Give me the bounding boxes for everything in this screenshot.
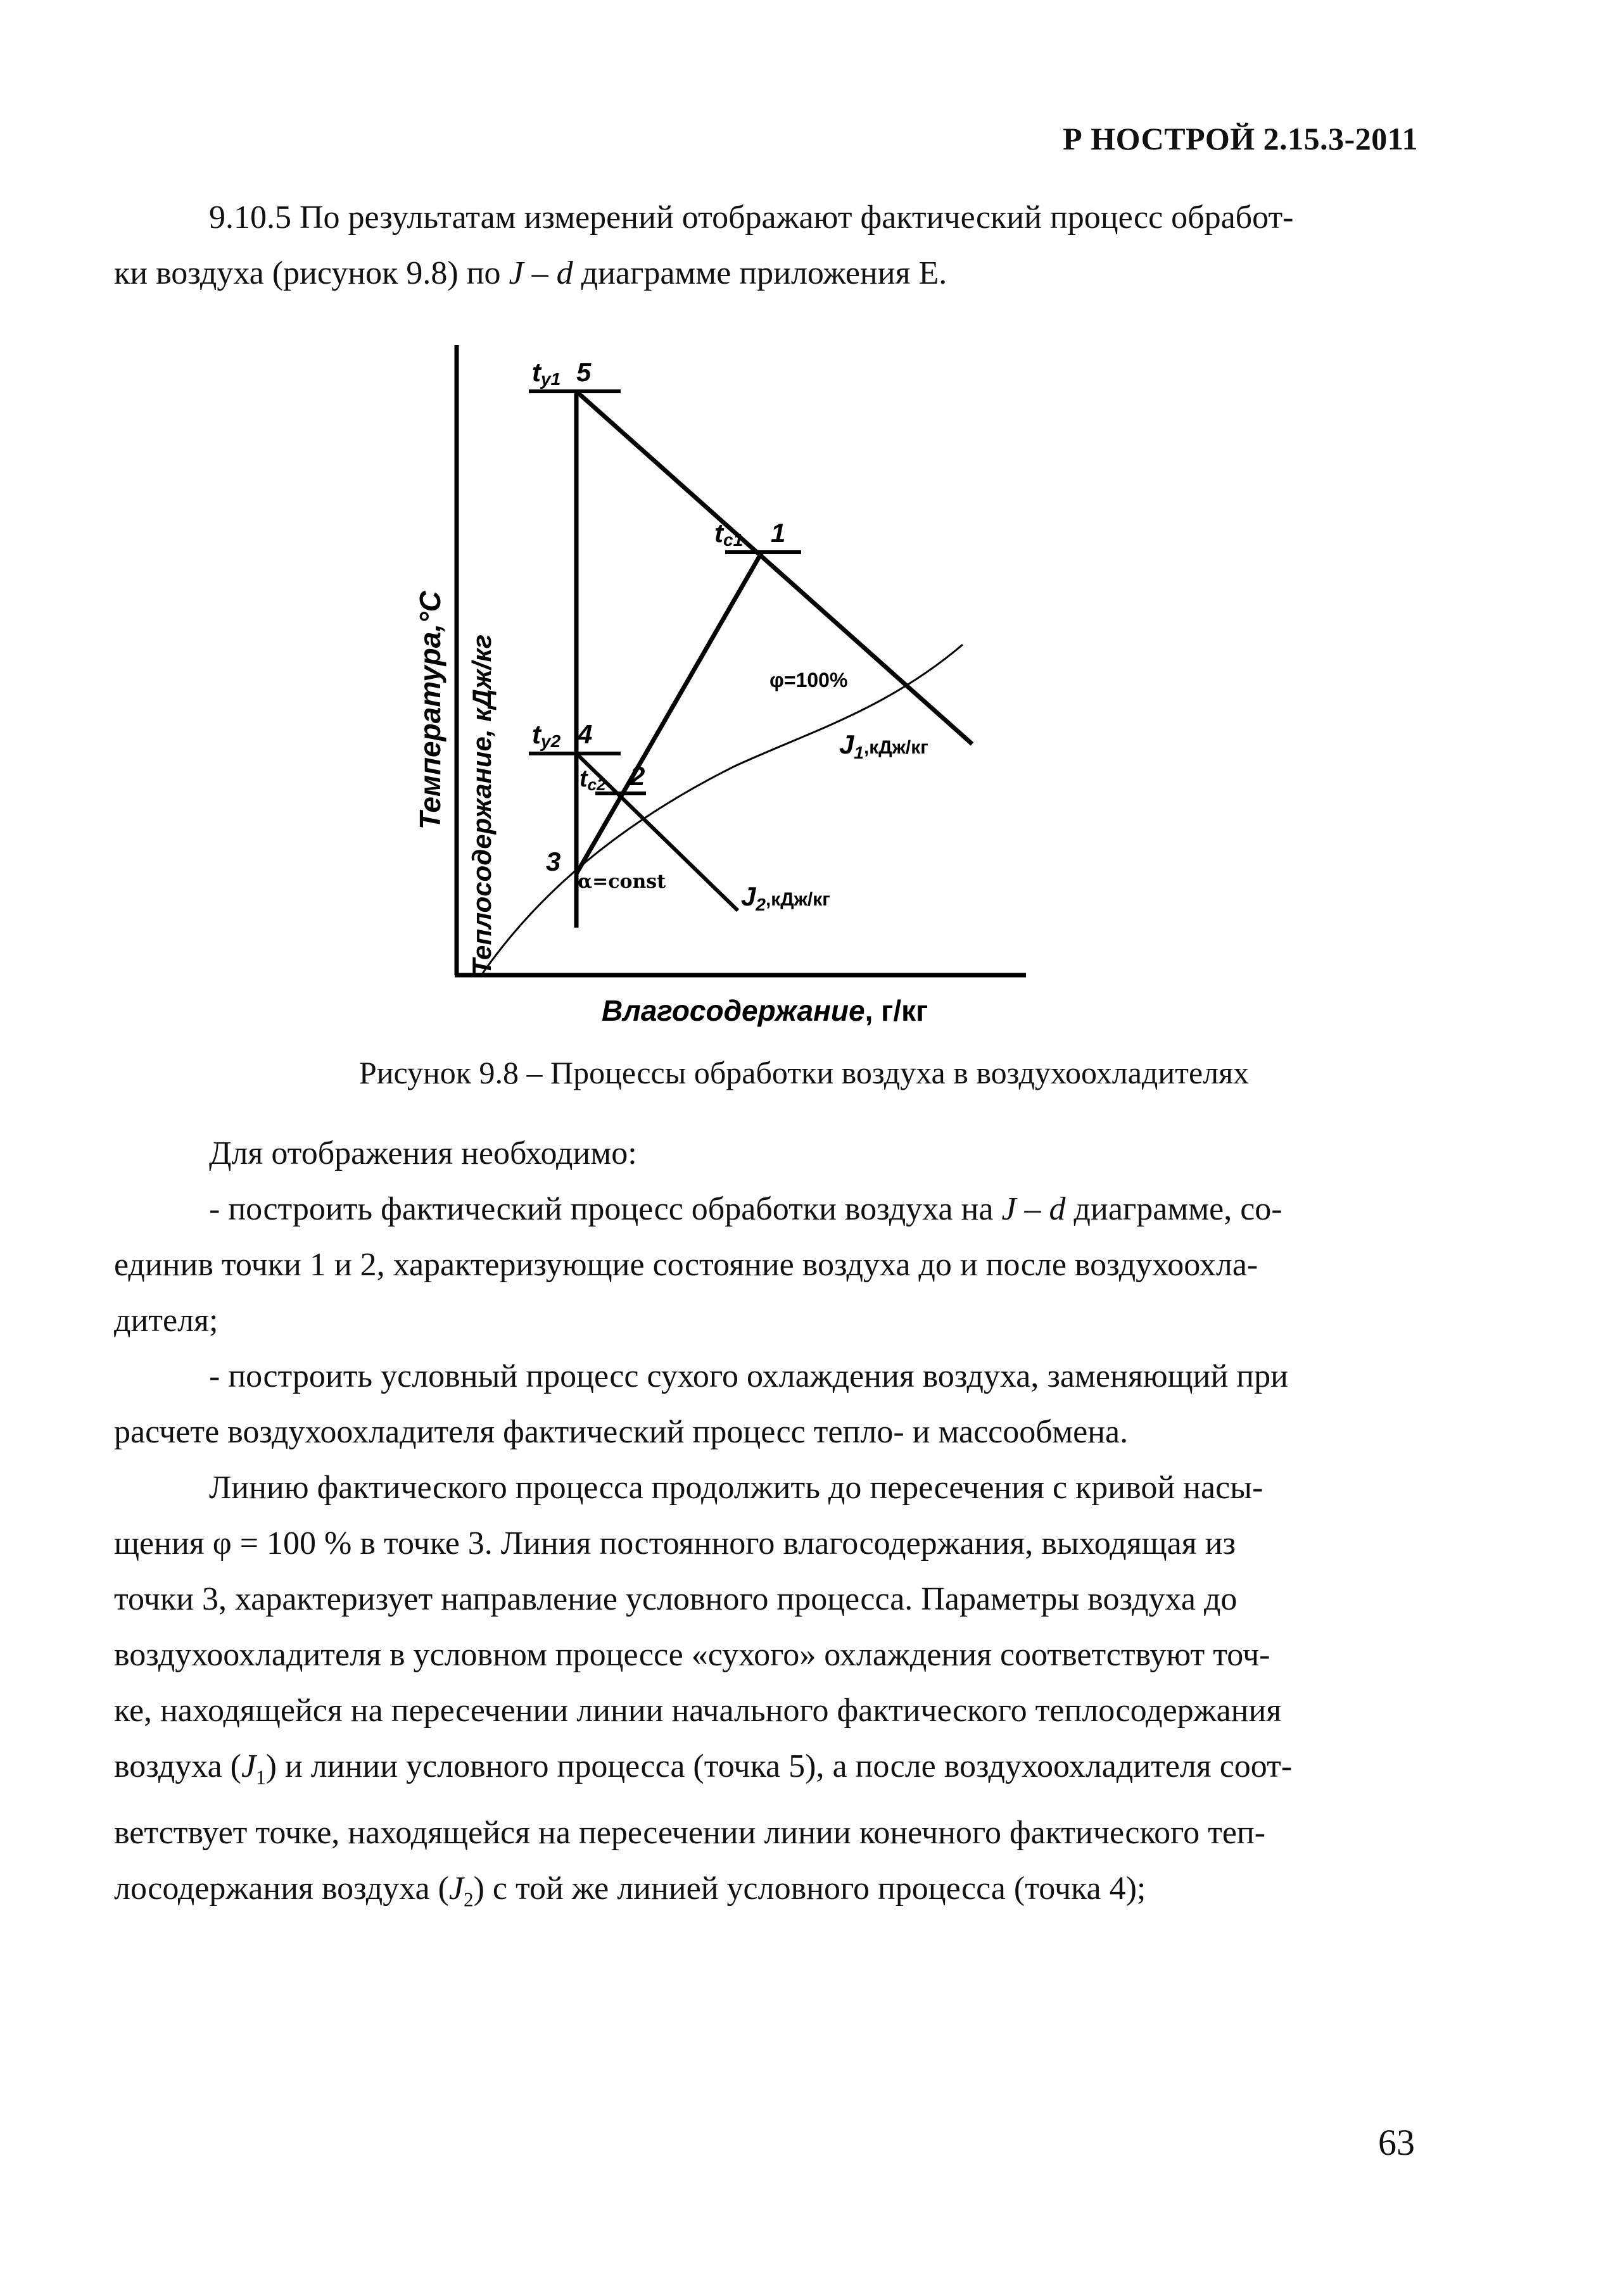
para-line: ки воздуха (рисунок 9.8) по (114, 255, 509, 291)
para-line: точки 3, характеризует направление условного процесса. Параметры воздуха до (114, 1581, 1238, 1617)
x-axis-label (602, 994, 928, 1027)
document-code: Р НОСТРОЙ 2.15.3-2011 (1063, 121, 1418, 156)
label-phi-100: φ=100% (769, 669, 848, 691)
jd-notation: J – d (1001, 1191, 1066, 1227)
label-d-const: α=const (578, 871, 666, 893)
item1-text: дителя; (114, 1303, 218, 1339)
label-tc2: tc2 (579, 766, 606, 794)
x-axis-label-unit: , г/кг (864, 994, 928, 1027)
x-axis-label-name: Влагосодержание (602, 994, 865, 1027)
label-point-4: 4 (578, 719, 593, 749)
j-subscript: 1 (256, 1766, 266, 1789)
y-axis-label-enthalpy: Теплосодержание, кДж/кг (467, 634, 497, 975)
label-point-2: 2 (630, 761, 645, 791)
para-line: лосодержания воздуха ( (114, 1870, 449, 1907)
intro-line: Для отображения необходимо: (209, 1135, 637, 1171)
j-symbol: J (241, 1748, 256, 1784)
list-item-1 (114, 1182, 1419, 1349)
item1-text: - построить фактический процесс обработки воздуха на (209, 1191, 1002, 1227)
para-line: Линию фактического процесса продолжить до пересечения с кривой насы- (209, 1470, 1263, 1506)
item2-text: - построить условный процесс сухого охлаждения воздуха, заменяющий при (209, 1358, 1288, 1394)
jd-notation: J – d (509, 255, 573, 291)
label-ty2: ty2 (532, 719, 561, 751)
list-item-2 (114, 1349, 1419, 1460)
saturation-curve (481, 645, 963, 975)
para-line: ) и линии условного процесса (точка 5), а после воздухоохладителя соот- (265, 1748, 1293, 1784)
para-line: ветствует точке, находящейся на пересечении линии конечного фактического теп- (114, 1815, 1266, 1851)
para-line: воздуха ( (114, 1748, 241, 1784)
j-symbol: J (448, 1870, 464, 1907)
page-number: 63 (1378, 2122, 1415, 2163)
label-point-1: 1 (771, 518, 786, 548)
body-text (114, 1126, 1419, 1928)
item2-text: расчете воздухоохладителя фактический процесс тепло- и массообмена. (114, 1414, 1129, 1450)
j-subscript: 2 (464, 1888, 474, 1911)
para-line: ) с той же линией условного процесса (точка 4); (473, 1870, 1146, 1907)
para-line: воздухоохладителя в условном процессе «сухого» охлаждения соответствуют точ- (114, 1637, 1270, 1673)
label-j1: J1,кДж/кг (839, 729, 928, 762)
label-ty1: ty1 (532, 357, 561, 389)
item1-text: единив точки 1 и 2, характеризующие состояние воздуха до и после воздухоохла- (114, 1247, 1258, 1283)
para-line: диаграмме приложения Е. (573, 255, 947, 291)
label-point-3: 3 (546, 847, 561, 876)
para-line: 9.10.5 По результатам измерений отображают фактический процесс обработ- (209, 199, 1294, 236)
y-axis-label-temperature: Температура,°С (414, 591, 446, 829)
process-line (576, 552, 762, 874)
jd-diagram (380, 336, 1039, 1032)
para-line: щения φ = 100 % в точке 3. Линия постоянного влагосодержания, выходящая из (114, 1525, 1236, 1561)
figure-caption: Рисунок 9.8 – Процессы обработки воздуха в воздухоохладителях (358, 1055, 1250, 1090)
label-j2: J2,кДж/кг (741, 881, 830, 914)
label-tc1: tc1 (714, 518, 744, 550)
paragraph-9-10-5 (114, 190, 1419, 301)
paragraph-saturation (114, 1460, 1419, 1928)
para-line: ке, находящейся на пересечении линии начального фактического теплосодержания (114, 1693, 1282, 1729)
item1-text: диаграмме, со- (1065, 1191, 1282, 1227)
label-point-5: 5 (576, 357, 592, 387)
